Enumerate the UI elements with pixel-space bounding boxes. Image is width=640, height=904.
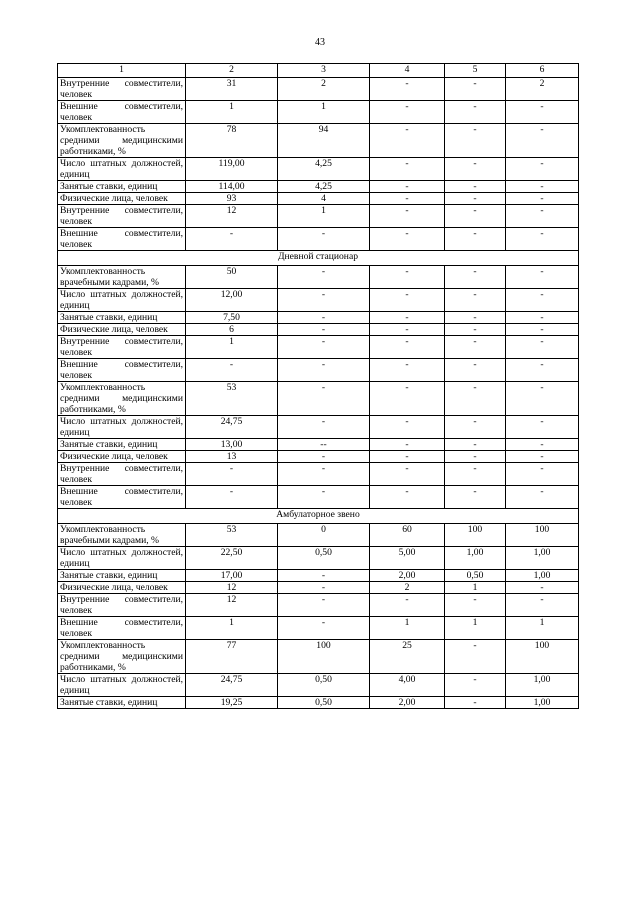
- row-label: Внутренние совместители, человек: [58, 463, 186, 486]
- cell-col-4: 2,00: [370, 697, 445, 709]
- cell-col-4: -: [370, 289, 445, 312]
- cell-col-4: -: [370, 205, 445, 228]
- cell-col-2: 77: [186, 640, 278, 674]
- table-row: [58, 640, 579, 674]
- table-row: [58, 674, 579, 697]
- cell-col-3: 4: [278, 193, 370, 205]
- row-label: Внутренние совместители, человек: [58, 205, 186, 228]
- cell-col-5: -: [445, 289, 506, 312]
- cell-col-2: -: [186, 486, 278, 509]
- row-label: Число штатных должностей, единиц: [58, 289, 186, 312]
- cell-col-3: -: [278, 228, 370, 251]
- cell-col-5: 1: [445, 582, 506, 594]
- table-row: [58, 289, 579, 312]
- row-label: Занятые ставки, единиц: [58, 570, 186, 582]
- section-title: Дневной стационар: [58, 251, 579, 266]
- cell-col-3: -: [278, 451, 370, 463]
- cell-col-4: -: [370, 463, 445, 486]
- cell-col-6: -: [506, 193, 579, 205]
- cell-col-6: 1: [506, 617, 579, 640]
- cell-col-3: -: [278, 463, 370, 486]
- cell-col-5: -: [445, 359, 506, 382]
- table-row: [58, 382, 579, 416]
- cell-col-4: -: [370, 594, 445, 617]
- column-number-6: 6: [506, 64, 579, 78]
- row-label: Внутренние совместители, человек: [58, 336, 186, 359]
- row-label: Число штатных должностей, единиц: [58, 674, 186, 697]
- cell-col-5: -: [445, 640, 506, 674]
- table-row: [58, 439, 579, 451]
- cell-col-5: -: [445, 336, 506, 359]
- table-row: [58, 547, 579, 570]
- table-row: [58, 193, 579, 205]
- cell-col-6: -: [506, 181, 579, 193]
- cell-col-4: 5,00: [370, 547, 445, 570]
- table-row: [58, 101, 579, 124]
- cell-col-2: 12: [186, 205, 278, 228]
- cell-col-4: -: [370, 382, 445, 416]
- cell-col-4: -: [370, 336, 445, 359]
- cell-col-3: -: [278, 324, 370, 336]
- table-row: [58, 78, 579, 101]
- cell-col-6: -: [506, 228, 579, 251]
- row-label: Занятые ставки, единиц: [58, 697, 186, 709]
- cell-col-3: --: [278, 439, 370, 451]
- cell-col-3: -: [278, 594, 370, 617]
- row-label: Занятые ставки, единиц: [58, 181, 186, 193]
- cell-col-6: 2: [506, 78, 579, 101]
- cell-col-6: -: [506, 324, 579, 336]
- cell-col-5: -: [445, 158, 506, 181]
- table-row: [58, 228, 579, 251]
- cell-col-6: -: [506, 451, 579, 463]
- cell-col-5: -: [445, 181, 506, 193]
- cell-col-2: 13,00: [186, 439, 278, 451]
- cell-col-6: -: [506, 289, 579, 312]
- cell-col-2: 1: [186, 336, 278, 359]
- cell-col-5: -: [445, 486, 506, 509]
- table-row: [58, 697, 579, 709]
- row-label: Внешние совместители, человек: [58, 101, 186, 124]
- cell-col-5: -: [445, 193, 506, 205]
- table-row: [58, 463, 579, 486]
- cell-col-4: -: [370, 266, 445, 289]
- cell-col-2: -: [186, 228, 278, 251]
- cell-col-4: 1: [370, 617, 445, 640]
- cell-col-2: 17,00: [186, 570, 278, 582]
- cell-col-4: -: [370, 359, 445, 382]
- cell-col-2: 19,25: [186, 697, 278, 709]
- cell-col-2: 1: [186, 101, 278, 124]
- cell-col-2: 114,00: [186, 181, 278, 193]
- table-row: [58, 324, 579, 336]
- cell-col-2: 7,50: [186, 312, 278, 324]
- row-label: Укомплектованность врачебными кадрами, %: [58, 524, 186, 547]
- cell-col-5: -: [445, 266, 506, 289]
- cell-col-3: 0,50: [278, 547, 370, 570]
- cell-col-2: 13: [186, 451, 278, 463]
- row-label: Внутренние совместители, человек: [58, 594, 186, 617]
- cell-col-2: 31: [186, 78, 278, 101]
- cell-col-4: -: [370, 78, 445, 101]
- cell-col-5: 1,00: [445, 547, 506, 570]
- cell-col-4: -: [370, 181, 445, 193]
- section-title: Амбулаторное звено: [58, 509, 579, 524]
- table-row: [58, 312, 579, 324]
- cell-col-2: 50: [186, 266, 278, 289]
- cell-col-5: 100: [445, 524, 506, 547]
- row-label: Внешние совместители, человек: [58, 617, 186, 640]
- cell-col-5: -: [445, 416, 506, 439]
- cell-col-6: 100: [506, 640, 579, 674]
- cell-col-6: -: [506, 336, 579, 359]
- cell-col-4: -: [370, 486, 445, 509]
- column-number-1: 1: [58, 64, 186, 78]
- cell-col-5: -: [445, 324, 506, 336]
- cell-col-5: -: [445, 674, 506, 697]
- cell-col-3: 0,50: [278, 697, 370, 709]
- row-label: Физические лица, человек: [58, 582, 186, 594]
- cell-col-3: -: [278, 617, 370, 640]
- table-row: [58, 181, 579, 193]
- row-label: Физические лица, человек: [58, 451, 186, 463]
- row-label: Укомплектованность средними медицинскими работниками, %: [58, 382, 186, 416]
- row-label: Число штатных должностей, единиц: [58, 547, 186, 570]
- cell-col-3: 1: [278, 205, 370, 228]
- cell-col-5: -: [445, 382, 506, 416]
- cell-col-3: 100: [278, 640, 370, 674]
- row-label: Занятые ставки, единиц: [58, 439, 186, 451]
- cell-col-4: -: [370, 101, 445, 124]
- table-row: [58, 205, 579, 228]
- cell-col-6: 1,00: [506, 547, 579, 570]
- cell-col-3: -: [278, 266, 370, 289]
- cell-col-6: -: [506, 582, 579, 594]
- row-label: Внутренние совместители, человек: [58, 78, 186, 101]
- cell-col-6: -: [506, 359, 579, 382]
- cell-col-3: 0,50: [278, 674, 370, 697]
- cell-col-4: -: [370, 193, 445, 205]
- cell-col-6: 1,00: [506, 697, 579, 709]
- cell-col-6: -: [506, 594, 579, 617]
- table-row: [58, 158, 579, 181]
- row-label: Укомплектованность средними медицинскими работниками, %: [58, 640, 186, 674]
- cell-col-4: 2: [370, 582, 445, 594]
- cell-col-6: -: [506, 382, 579, 416]
- table-row: [58, 594, 579, 617]
- table-row: [58, 359, 579, 382]
- table-row: [58, 336, 579, 359]
- cell-col-2: 24,75: [186, 416, 278, 439]
- cell-col-5: -: [445, 78, 506, 101]
- cell-col-2: -: [186, 359, 278, 382]
- cell-col-6: -: [506, 266, 579, 289]
- cell-col-2: 12: [186, 582, 278, 594]
- cell-col-5: -: [445, 439, 506, 451]
- cell-col-4: -: [370, 451, 445, 463]
- cell-col-4: 2,00: [370, 570, 445, 582]
- cell-col-4: 60: [370, 524, 445, 547]
- cell-col-3: 4,25: [278, 158, 370, 181]
- cell-col-5: -: [445, 463, 506, 486]
- table-header-row: [58, 64, 579, 78]
- row-label: Внешние совместители, человек: [58, 359, 186, 382]
- cell-col-5: -: [445, 124, 506, 158]
- cell-col-6: -: [506, 312, 579, 324]
- cell-col-2: 53: [186, 382, 278, 416]
- cell-col-4: 4,00: [370, 674, 445, 697]
- cell-col-5: 0,50: [445, 570, 506, 582]
- cell-col-6: 100: [506, 524, 579, 547]
- cell-col-4: -: [370, 416, 445, 439]
- cell-col-6: -: [506, 158, 579, 181]
- cell-col-4: -: [370, 324, 445, 336]
- cell-col-3: 4,25: [278, 181, 370, 193]
- cell-col-2: 1: [186, 617, 278, 640]
- cell-col-6: -: [506, 124, 579, 158]
- table-row: [58, 486, 579, 509]
- cell-col-3: 2: [278, 78, 370, 101]
- row-label: Внешние совместители, человек: [58, 486, 186, 509]
- cell-col-4: -: [370, 439, 445, 451]
- staffing-table: [57, 63, 579, 709]
- cell-col-3: 94: [278, 124, 370, 158]
- table-row: [58, 524, 579, 547]
- cell-col-5: -: [445, 697, 506, 709]
- cell-col-2: 93: [186, 193, 278, 205]
- cell-col-3: 0: [278, 524, 370, 547]
- row-label: Физические лица, человек: [58, 324, 186, 336]
- table-row: [58, 451, 579, 463]
- row-label: Укомплектованность средними медицинскими работниками, %: [58, 124, 186, 158]
- cell-col-5: -: [445, 594, 506, 617]
- page-number: 43: [315, 37, 325, 48]
- table-row: [58, 570, 579, 582]
- cell-col-2: 119,00: [186, 158, 278, 181]
- cell-col-5: -: [445, 451, 506, 463]
- table-row: [58, 266, 579, 289]
- cell-col-3: -: [278, 359, 370, 382]
- cell-col-2: 78: [186, 124, 278, 158]
- table-row: [58, 416, 579, 439]
- cell-col-3: -: [278, 582, 370, 594]
- cell-col-6: -: [506, 416, 579, 439]
- column-number-4: 4: [370, 64, 445, 78]
- cell-col-4: -: [370, 158, 445, 181]
- cell-col-6: -: [506, 486, 579, 509]
- cell-col-5: 1: [445, 617, 506, 640]
- table-row: [58, 582, 579, 594]
- cell-col-2: 24,75: [186, 674, 278, 697]
- cell-col-2: -: [186, 463, 278, 486]
- cell-col-5: -: [445, 312, 506, 324]
- section-heading-row: [58, 509, 579, 524]
- row-label: Физические лица, человек: [58, 193, 186, 205]
- cell-col-4: -: [370, 312, 445, 324]
- cell-col-3: -: [278, 486, 370, 509]
- cell-col-3: -: [278, 289, 370, 312]
- table-row: [58, 617, 579, 640]
- cell-col-4: 25: [370, 640, 445, 674]
- cell-col-6: 1,00: [506, 674, 579, 697]
- row-label: Число штатных должностей, единиц: [58, 158, 186, 181]
- cell-col-6: -: [506, 463, 579, 486]
- row-label: Внешние совместители, человек: [58, 228, 186, 251]
- cell-col-3: -: [278, 382, 370, 416]
- section-heading-row: [58, 251, 579, 266]
- row-label: Укомплектованность врачебными кадрами, %: [58, 266, 186, 289]
- column-number-2: 2: [186, 64, 278, 78]
- column-number-5: 5: [445, 64, 506, 78]
- cell-col-4: -: [370, 228, 445, 251]
- cell-col-3: 1: [278, 101, 370, 124]
- cell-col-2: 53: [186, 524, 278, 547]
- cell-col-6: -: [506, 101, 579, 124]
- cell-col-3: -: [278, 312, 370, 324]
- cell-col-6: 1,00: [506, 570, 579, 582]
- cell-col-2: 12: [186, 594, 278, 617]
- table-row: [58, 124, 579, 158]
- cell-col-3: -: [278, 570, 370, 582]
- row-label: Занятые ставки, единиц: [58, 312, 186, 324]
- cell-col-3: -: [278, 336, 370, 359]
- cell-col-5: -: [445, 101, 506, 124]
- cell-col-4: -: [370, 124, 445, 158]
- cell-col-5: -: [445, 205, 506, 228]
- column-number-3: 3: [278, 64, 370, 78]
- cell-col-5: -: [445, 228, 506, 251]
- cell-col-6: -: [506, 439, 579, 451]
- cell-col-3: -: [278, 416, 370, 439]
- cell-col-2: 6: [186, 324, 278, 336]
- row-label: Число штатных должностей, единиц: [58, 416, 186, 439]
- cell-col-6: -: [506, 205, 579, 228]
- cell-col-2: 22,50: [186, 547, 278, 570]
- cell-col-2: 12,00: [186, 289, 278, 312]
